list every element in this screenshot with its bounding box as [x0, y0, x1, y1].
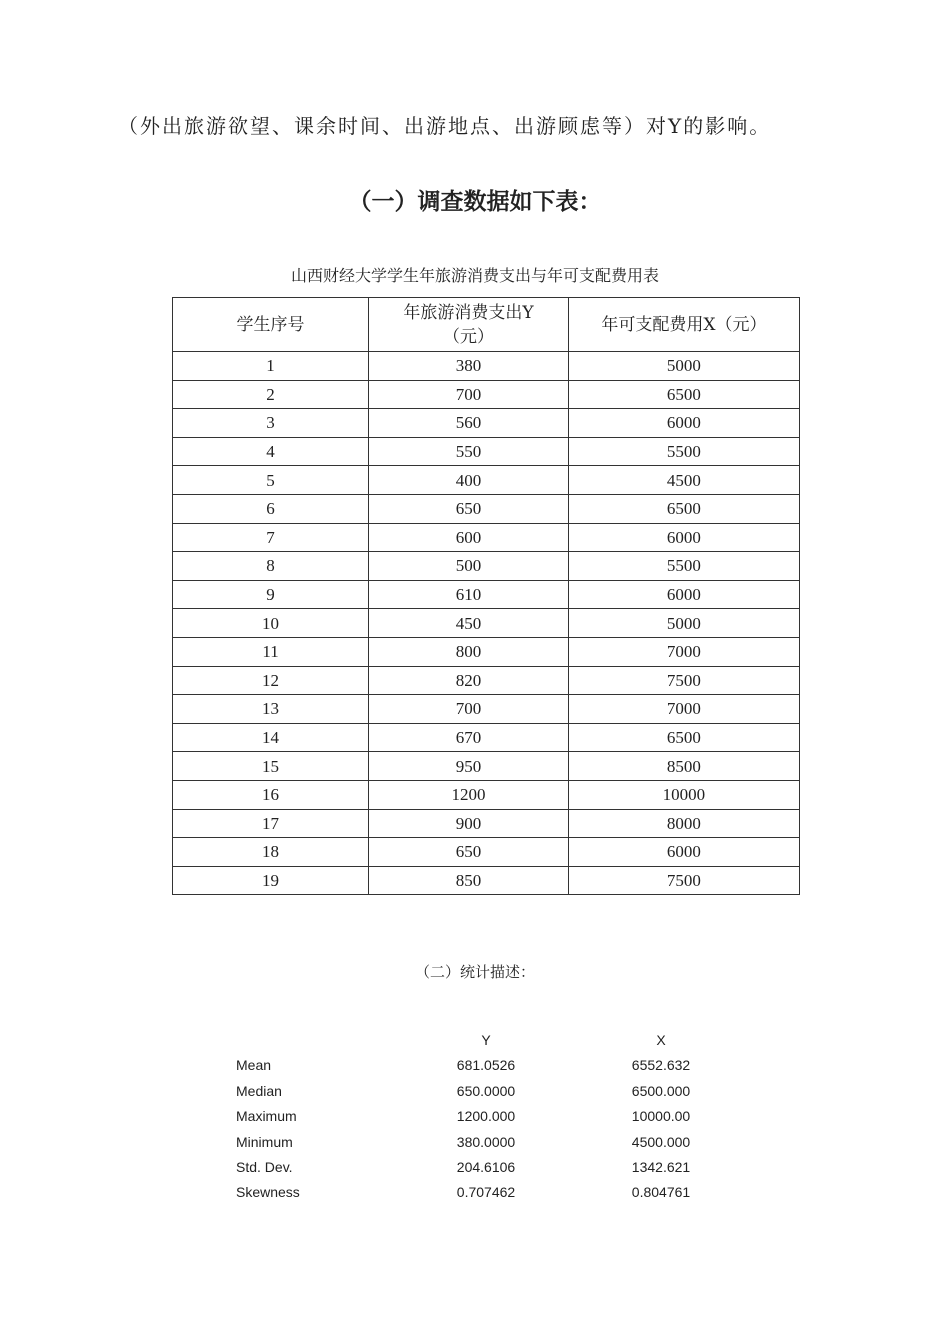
table-row: [173, 723, 800, 752]
cell-disposable-x: 5000: [568, 609, 799, 638]
cell-disposable-x: 5000: [568, 352, 799, 381]
cell-disposable-x: 8500: [568, 752, 799, 781]
table-header-row: [173, 298, 800, 352]
table-row: [173, 552, 800, 581]
cell-student-no: 10: [173, 609, 369, 638]
stats-value-y: 0.707462: [456, 1184, 516, 1201]
table-row: [173, 437, 800, 466]
cell-travel-spend-y: 950: [369, 752, 569, 781]
cell-travel-spend-y: 850: [369, 866, 569, 895]
cell-disposable-x: 6000: [568, 580, 799, 609]
cell-student-no: 12: [173, 666, 369, 695]
table-row: [173, 866, 800, 895]
stats-value-x: 0.804761: [631, 1184, 691, 1201]
cell-travel-spend-y: 400: [369, 466, 569, 495]
cell-disposable-x: 7000: [568, 637, 799, 666]
cell-disposable-x: 6000: [568, 838, 799, 867]
table-caption: 山西财经大学学生年旅游消费支出与年可支配费用表: [290, 266, 659, 285]
cell-disposable-x: 5500: [568, 552, 799, 581]
cell-disposable-x: 6000: [568, 409, 799, 438]
stats-value-x: 6552.632: [631, 1057, 691, 1074]
cell-student-no: 16: [173, 780, 369, 809]
table-row: [173, 780, 800, 809]
table-row: [173, 380, 800, 409]
cell-travel-spend-y: 650: [369, 838, 569, 867]
cell-disposable-x: 7500: [568, 666, 799, 695]
table-row: [173, 352, 800, 381]
table-row: [173, 838, 800, 867]
cell-student-no: 17: [173, 809, 369, 838]
cell-student-no: 7: [173, 523, 369, 552]
stats-value-y: 650.0000: [456, 1082, 516, 1099]
cell-student-no: 9: [173, 580, 369, 609]
stats-value-y: 681.0526: [456, 1057, 516, 1074]
cell-disposable-x: 7000: [568, 695, 799, 724]
table-row: [173, 637, 800, 666]
cell-disposable-x: 4500: [568, 466, 799, 495]
cell-travel-spend-y: 600: [369, 523, 569, 552]
cell-disposable-x: 7500: [568, 866, 799, 895]
cell-travel-spend-y: 650: [369, 494, 569, 523]
table-row: [173, 695, 800, 724]
header-disposable-x: 年可支配费用X（元）: [568, 298, 799, 352]
table-row: [173, 609, 800, 638]
cell-travel-spend-y: 450: [369, 609, 569, 638]
header-student-no: 学生序号: [173, 298, 369, 352]
table-row: [173, 466, 800, 495]
cell-student-no: 1: [173, 352, 369, 381]
stats-value-x: 10000.00: [631, 1108, 691, 1125]
cell-student-no: 4: [173, 437, 369, 466]
stats-label: Minimum: [236, 1133, 293, 1150]
stats-value-x: 1342.621: [631, 1158, 691, 1175]
cell-travel-spend-y: 550: [369, 437, 569, 466]
cell-travel-spend-y: 900: [369, 809, 569, 838]
table-body: [173, 352, 800, 895]
table-row: [173, 409, 800, 438]
survey-data-table: [172, 297, 800, 895]
stats-label: Maximum: [236, 1108, 297, 1125]
cell-travel-spend-y: 560: [369, 409, 569, 438]
cell-student-no: 11: [173, 637, 369, 666]
stats-value-x: 6500.000: [631, 1082, 691, 1099]
table-row: [173, 523, 800, 552]
cell-travel-spend-y: 1200: [369, 780, 569, 809]
table-row: [173, 809, 800, 838]
stats-label: Median: [236, 1082, 282, 1099]
cell-travel-spend-y: 820: [369, 666, 569, 695]
cell-travel-spend-y: 610: [369, 580, 569, 609]
cell-student-no: 18: [173, 838, 369, 867]
cell-student-no: 15: [173, 752, 369, 781]
cell-student-no: 19: [173, 866, 369, 895]
stats-col-y: Y: [481, 1032, 491, 1048]
cell-disposable-x: 8000: [568, 809, 799, 838]
intro-paragraph: （外出旅游欲望、课余时间、出游地点、出游顾虑等）对Y的影响。: [118, 114, 772, 138]
table-row: [173, 580, 800, 609]
cell-travel-spend-y: 700: [369, 380, 569, 409]
cell-student-no: 13: [173, 695, 369, 724]
stats-label: Mean: [236, 1057, 272, 1074]
header-travel-spend-y-label: 年旅游消费支出Y（元）: [403, 302, 534, 347]
cell-student-no: 2: [173, 380, 369, 409]
cell-disposable-x: 6000: [568, 523, 799, 552]
stats-value-y: 380.0000: [456, 1133, 516, 1150]
cell-travel-spend-y: 700: [369, 695, 569, 724]
stats-value-y: 1200.000: [456, 1108, 516, 1125]
section1-heading: （一）调查数据如下表：: [348, 189, 602, 215]
cell-disposable-x: 5500: [568, 437, 799, 466]
table-row: [173, 666, 800, 695]
cell-travel-spend-y: 500: [369, 552, 569, 581]
cell-disposable-x: 6500: [568, 723, 799, 752]
cell-travel-spend-y: 670: [369, 723, 569, 752]
section2-heading: （二）统计描述：: [414, 963, 535, 981]
header-travel-spend-y: [369, 298, 569, 352]
stats-label: Std. Dev.: [236, 1158, 293, 1175]
cell-disposable-x: 10000: [568, 780, 799, 809]
cell-travel-spend-y: 380: [369, 352, 569, 381]
cell-disposable-x: 6500: [568, 380, 799, 409]
cell-student-no: 3: [173, 409, 369, 438]
cell-student-no: 8: [173, 552, 369, 581]
cell-student-no: 6: [173, 494, 369, 523]
table-row: [173, 752, 800, 781]
cell-student-no: 5: [173, 466, 369, 495]
cell-travel-spend-y: 800: [369, 637, 569, 666]
cell-disposable-x: 6500: [568, 494, 799, 523]
stats-value-y: 204.6106: [456, 1158, 516, 1175]
stats-label: Skewness: [236, 1184, 300, 1201]
stats-col-x: X: [656, 1032, 666, 1048]
table-row: [173, 494, 800, 523]
cell-student-no: 14: [173, 723, 369, 752]
stats-value-x: 4500.000: [631, 1133, 691, 1150]
